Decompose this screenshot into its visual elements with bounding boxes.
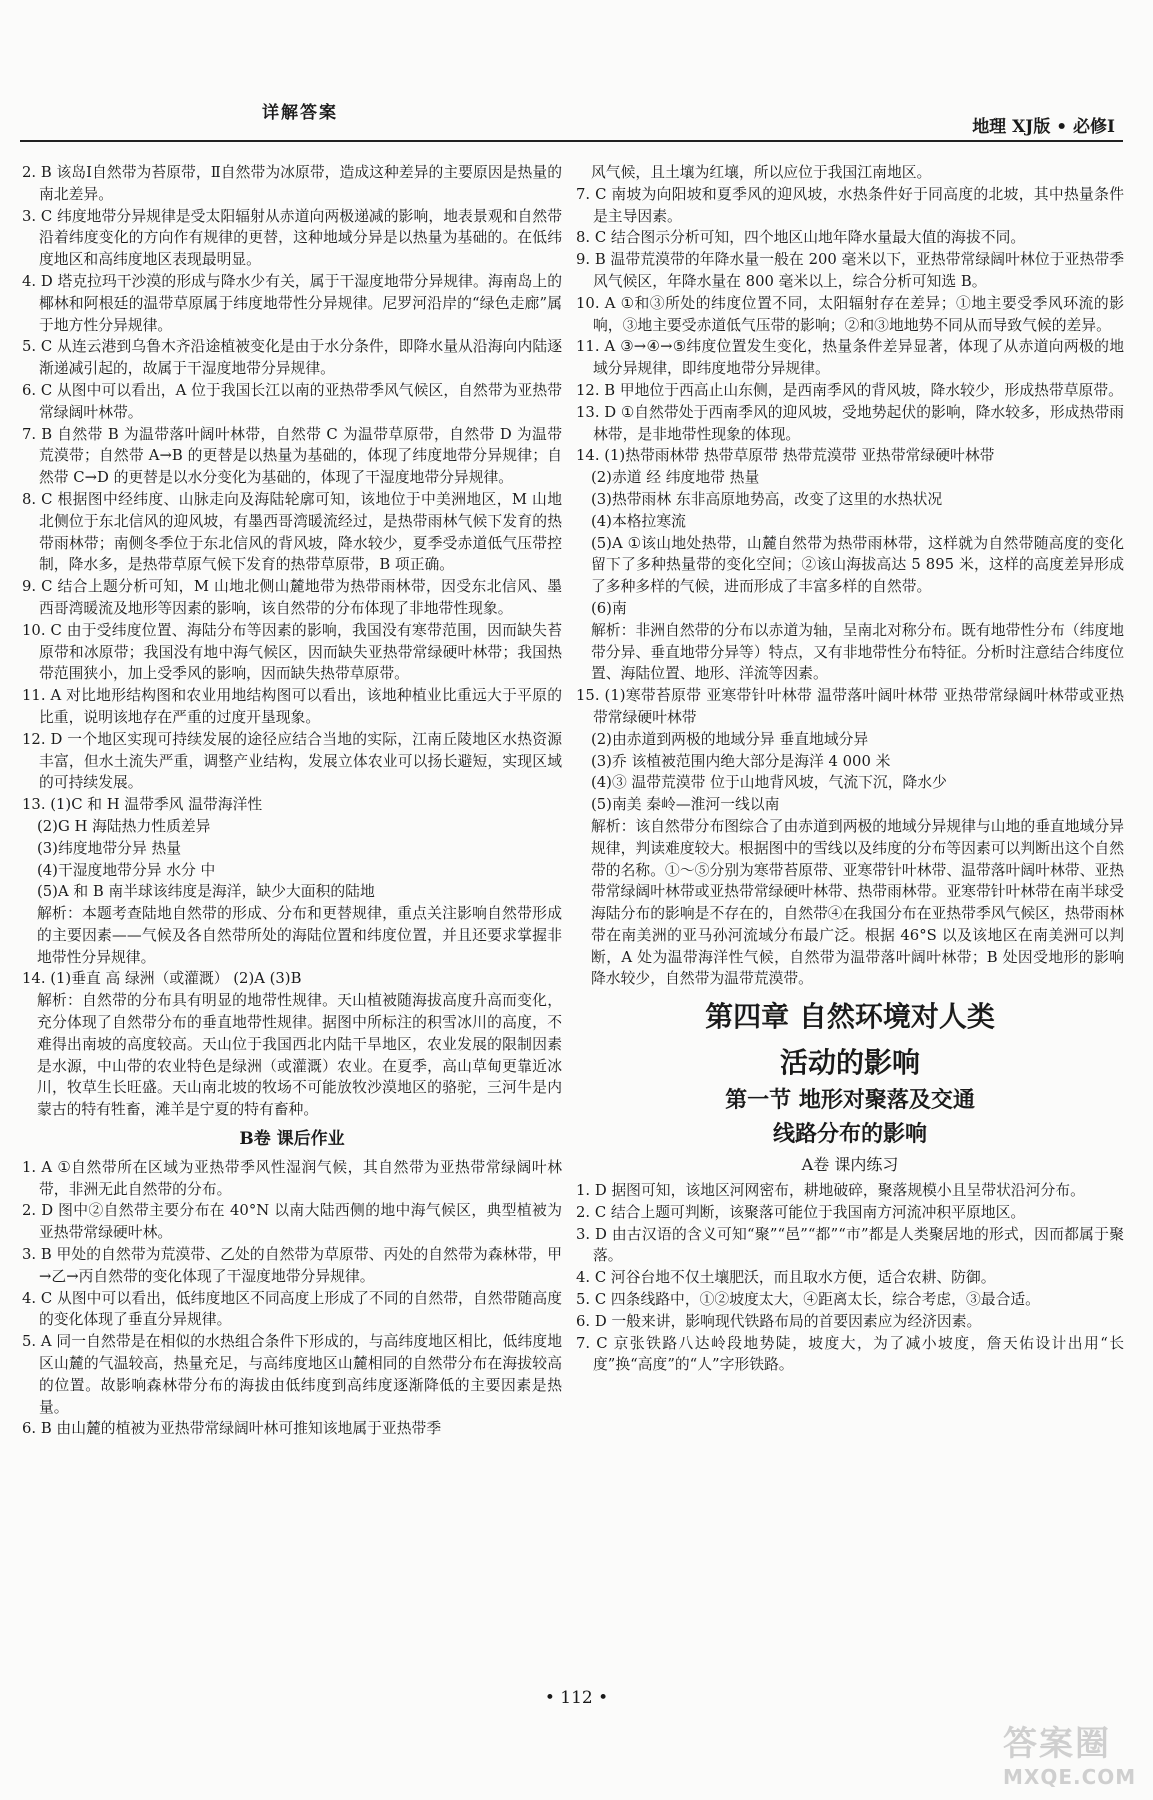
analysis-text: 解析：本题考查陆地自然带的形成、分布和更替规律，重点关注影响自然带形成的主要因素——气候及各自然带所处的海陆位置和纬度位置，并且还要求掌握非地带性分异规律。 xyxy=(37,905,562,966)
answer-item: 7. B 自然带 B 为温带落叶阔叶林带，自然带 C 为温带草原带，自然带 D 为温带荒漠带；自然带 A→B 的更替是以热量为基础的，体现了纬度地带分异规律；自然带 C→D 的更替是以水分变化为基础的，体现了干湿度地带分异规律。 xyxy=(22,425,562,487)
answer-item: 4. C 从图中可以看出，低纬度地区不同高度上形成了不同的自然带，自然带随高度的变化体现了垂直分异规律。 xyxy=(22,1289,562,1329)
answer-subitem: (5)A 和 B 南半球该纬度是海洋，缺少大面积的陆地 xyxy=(37,883,375,901)
answer-item: 13. (1)C 和 H 温带季风 温带海洋性 xyxy=(22,796,263,814)
section-title-line1: 第一节 地形对聚落及交通 xyxy=(725,1088,975,1114)
answer-item: 2. B 该岛Ⅰ自然带为苔原带，Ⅱ自然带为冰原带，造成这种差异的主要原因是热量的南北差异。 xyxy=(22,164,562,203)
part-heading: A卷 课内练习 xyxy=(801,1155,899,1175)
answer-item: 14. (1)垂直 高 绿洲（或灌溉） (2)A (3)B xyxy=(22,970,302,988)
answer-item: 6. B 由山麓的植被为亚热带常绿阔叶林可推知该地属于亚热带季 xyxy=(22,1420,442,1438)
header-rule xyxy=(20,140,1123,142)
answer-item: 9. C 结合上题分析可知，M 山地北侧山麓地带为热带雨林带，因受东北信风、墨西哥湾暖流及地形等因素的影响，该自然带的分布体现了非地带性现象。 xyxy=(22,578,562,617)
answer-item: 8. C 结合图示分析可知，四个地区山地年降水量最大值的海拔不同。 xyxy=(576,229,1026,247)
answer-item: 11. A ③→④→⑤纬度位置发生变化，热量条件差异显著，体现了从赤道向两极的地域分异规律，即纬度地带分异规律。 xyxy=(576,338,1124,378)
answer-item: 3. B 甲处的自然带为荒漠带、乙处的自然带为草原带、丙处的自然带为森林带，甲→乙→丙自然带的变化体现了干湿度地带分异规律。 xyxy=(22,1246,562,1285)
right-column xyxy=(576,162,1124,1376)
answer-item: 14. (1)热带雨林带 热带草原带 热带荒漠带 亚热带常绿硬叶林带 xyxy=(576,447,995,465)
answer-item: 7. C 南坡为向阳坡和夏季风的迎风坡，水热条件好于同高度的北坡，其中热量条件是主导因素。 xyxy=(576,185,1124,225)
answer-item: 4. D 塔克拉玛干沙漠的形成与降水少有关，属于干湿度地带分异规律。海南岛上的椰林和阿根廷的温带草原属于纬度地带性分异规律。尼罗河沿岸的“绿色走廊”属于地方性分异规律。 xyxy=(22,272,562,334)
answer-item: 5. A 同一自然带是在相似的水热组合条件下形成的，与高纬度地区相比，低纬度地区山麓的气温较高，热量充足，与高纬度地区山麓相同的自然带分布在海拔较高的位置。故影响森林带分布的海拔由低纬度到高纬度逐渐降低的主要因素是热量。 xyxy=(22,1333,562,1416)
answer-item: 10. C 由于受纬度位置、海陆分布等因素的影响，我国没有寒带范围，因而缺失苔原带和冰原带；我国没有地中海气候区，因而缺失亚热带常绿硬叶林带；我国热带范围狭小，加上受季风的影响，因而缺失热带草原带。 xyxy=(22,621,562,683)
answer-item: 2. D 图中②自然带主要分布在 40°N 以南大陆西侧的地中海气候区，典型植被为亚热带常绿硬叶林。 xyxy=(22,1202,562,1242)
watermark-title: 答案圈 xyxy=(1003,1724,1111,1764)
analysis-text: 解析：自然带的分布具有明显的地带性规律。天山植被随海拔高度升高而变化，充分体现了自然带分布的垂直地带性规律。据图中所标注的积雪冰川的高度，不难得出南坡的高度较高。天山位于我国西北内陆干旱地区，农业发展的限制因素是水源，中山带的农业特色是绿洲（或灌溉）农业。在夏季，高山草甸更靠近冰川，牧草生长旺盛。天山南北坡的牧场不可能放牧沙漠地区的骆驼，三河牛是内蒙古的特有牲畜，滩羊是宁夏的特有畜种。 xyxy=(37,992,562,1119)
answer-subitem: (3)纬度地带分异 热量 xyxy=(37,839,182,857)
analysis-text: 解析：该自然带分布图综合了由赤道到两极的地域分异规律与山地的垂直地域分异规律，判读难度较大。根据图中的雪线以及纬度的分布等因素可以判断出这个自然带的名称。①～⑤分别为寒带苔原带、亚寒带针叶林带、温带落叶阔叶林带、亚热带常绿阔叶林带或亚热带常绿硬叶林带、热带雨林带。亚寒带针叶林带在南半球受海陆分布的影响是不存在的，自然带④在我国分布在亚热带季风气候区，热带雨林带在南美洲的亚马孙河流域分布最广泛。根据 46°S 以及该地区在南美洲可以判断，A 处为温带海洋性气候，自然带为温带落叶阔叶林带；B 处因受地形的影响降水较少，自然带为温带荒漠带。 xyxy=(591,817,1124,988)
answer-item: 6. D 一般来讲，影响现代铁路布局的首要因素应为经济因素。 xyxy=(576,1312,982,1330)
answer-item: 8. C 根据图中经纬度、山脉走向及海陆轮廓可知，该地位于中美洲地区，M 山地北侧位于东北信风的迎风坡，有墨西哥湾暖流经过，是热带雨林气候下发育的热带雨林带；南侧冬季位于东北信风的背风坡，降水较少，夏季受赤道低气压带控制，降水多，是热带草原气候下发育的热带草原带，B 项正确。 xyxy=(22,490,562,574)
answer-item: 1. A ①自然带所在区域为亚热带季风性湿润气候，其自然带为亚热带常绿阔叶林带，非洲无此自然带的分布。 xyxy=(22,1158,562,1198)
watermark-url: MXQE.COM xyxy=(1003,1765,1137,1789)
answer-item: 13. D ①自然带处于西南季风的迎风坡，受地势起伏的影响，降水较多，形成热带雨林带，是非地带性现象的体现。 xyxy=(576,403,1124,443)
answer-item: 3. D 由古汉语的含义可知“聚”“邑”“都”“市”都是人类聚居地的形式，因而都属于聚落。 xyxy=(576,1225,1124,1265)
answer-subitem: (6)南 xyxy=(591,599,627,617)
answer-subitem: (4)干湿度地带分异 水分 中 xyxy=(37,861,216,879)
answer-subitem: (4)③ 温带荒漠带 位于山地背风坡，气流下沉，降水少 xyxy=(591,774,947,792)
answer-subitem: (5)A ①该山地处热带，山麓自然带为热带雨林带，这样就为自然带随高度的变化留下了多种热量带的变化空间；②该山海拔高达 5 895 米，这样的高度差异形成了多种多样的气候，进而形成了丰富多样的自然带。 xyxy=(591,534,1124,596)
chapter-title-line2: 活动的影响 xyxy=(779,1046,920,1080)
answer-item: 5. C 四条线路中，①②坡度太大，④距离太长，综合考虑，③最合适。 xyxy=(576,1291,1040,1309)
page-number: • 112 • xyxy=(544,1688,609,1708)
watermark-logo xyxy=(1003,1716,1143,1789)
answer-item: 9. B 温带荒漠带的年降水量一般在 200 毫米以下，亚热带常绿阔叶林位于亚热带季风气候区，年降水量在 800 毫米以上，综合分析可知选 B。 xyxy=(576,251,1124,290)
chapter-title-line1: 第四章 自然环境对人类 xyxy=(705,1000,995,1034)
answer-subitem: (2)G H 海陆热力性质差异 xyxy=(37,817,211,835)
section-title-line2: 线路分布的影响 xyxy=(772,1122,927,1148)
answer-subitem: (5)南美 秦岭—淮河一线以南 xyxy=(591,796,780,814)
answer-item: 2. C 结合上题可判断，该聚落可能位于我国南方河流冲积平原地区。 xyxy=(576,1203,1026,1221)
header-right: 地理 XJ版 • 必修Ⅰ xyxy=(972,117,1115,137)
answer-item: 12. B 甲地位于西高止山东侧，是西南季风的背风坡，降水较少，形成热带草原带。 xyxy=(576,381,1123,399)
answer-subitem: (3)热带雨林 东非高原地势高，改变了这里的水热状况 xyxy=(591,490,943,508)
answer-item: 11. A 对比地形结构图和农业用地结构图可以看出，该地种植业比重远大于平原的比重，说明该地存在严重的过度开垦现象。 xyxy=(22,687,562,726)
answer-continuation: 风气候，且土壤为红壤，所以应位于我国江南地区。 xyxy=(591,164,932,181)
answer-item: 5. C 从连云港到乌鲁木齐沿途植被变化是由于水分条件，即降水量从沿海向内陆逐渐递减引起的，故属于干湿度地带分异规律。 xyxy=(22,338,562,378)
answer-subitem: (4)本格拉寒流 xyxy=(591,512,686,530)
left-column xyxy=(22,162,562,1440)
header-left: 详解答案 xyxy=(262,103,338,123)
analysis-text: 解析：非洲自然带的分布以赤道为轴，呈南北对称分布。既有地带性分布（纬度地带分异、垂直地带分异等）特点，又有非地带性分布特征。分析时注意结合纬度位置、海陆位置、地形、洋流等因素。 xyxy=(591,621,1124,683)
answer-item: 7. C 京张铁路八达岭段地势陡，坡度大，为了减小坡度，詹天佑设计出用“长度”换“高度”的“人”字形铁路。 xyxy=(576,1334,1124,1374)
answer-subitem: (2)由赤道到两极的地域分异 垂直地域分异 xyxy=(591,730,869,748)
answer-subitem: (2)赤道 经 纬度地带 热量 xyxy=(591,469,760,487)
answer-item: 1. D 据图可知，该地区河网密布，耕地破碎，聚落规模小且呈带状沿河分布。 xyxy=(576,1182,1085,1200)
answer-subitem: (3)乔 该植被范围内绝大部分是海洋 4 000 米 xyxy=(591,752,891,770)
section-heading: B卷 课后作业 xyxy=(239,1129,345,1150)
answer-item: 4. C 河谷台地不仅土壤肥沃，而且取水方便，适合农耕、防御。 xyxy=(576,1269,996,1287)
answer-item: 3. C 纬度地带分异规律是受太阳辐射从赤道向两极递减的影响，地表景观和自然带沿着纬度变化的方向作有规律的更替，这种地域分异是以热量为基础的。在低纬度地区和高纬度地区表现最明显。 xyxy=(22,207,562,269)
answer-item: 10. A ①和③所处的纬度位置不同，太阳辐射存在差异；①地主要受季风环流的影响，③地主要受赤道低气压带的影响；②和③地地势不同从而导致气候的差异。 xyxy=(576,294,1124,334)
answer-item: 6. C 从图中可以看出，A 位于我国长江以南的亚热带季风气候区，自然带为亚热带常绿阔叶林带。 xyxy=(22,381,562,421)
answer-item: 12. D 一个地区实现可持续发展的途径应结合当地的实际，江南丘陵地区水热资源丰富，但水土流失严重，调整产业结构，发展立体农业可以扬长避短，实现区域的可持续发展。 xyxy=(22,730,562,792)
answer-item: 15. (1)寒带苔原带 亚寒带针叶林带 温带落叶阔叶林带 亚热带常绿阔叶林带或亚热带常绿硬叶林带 xyxy=(576,687,1124,726)
